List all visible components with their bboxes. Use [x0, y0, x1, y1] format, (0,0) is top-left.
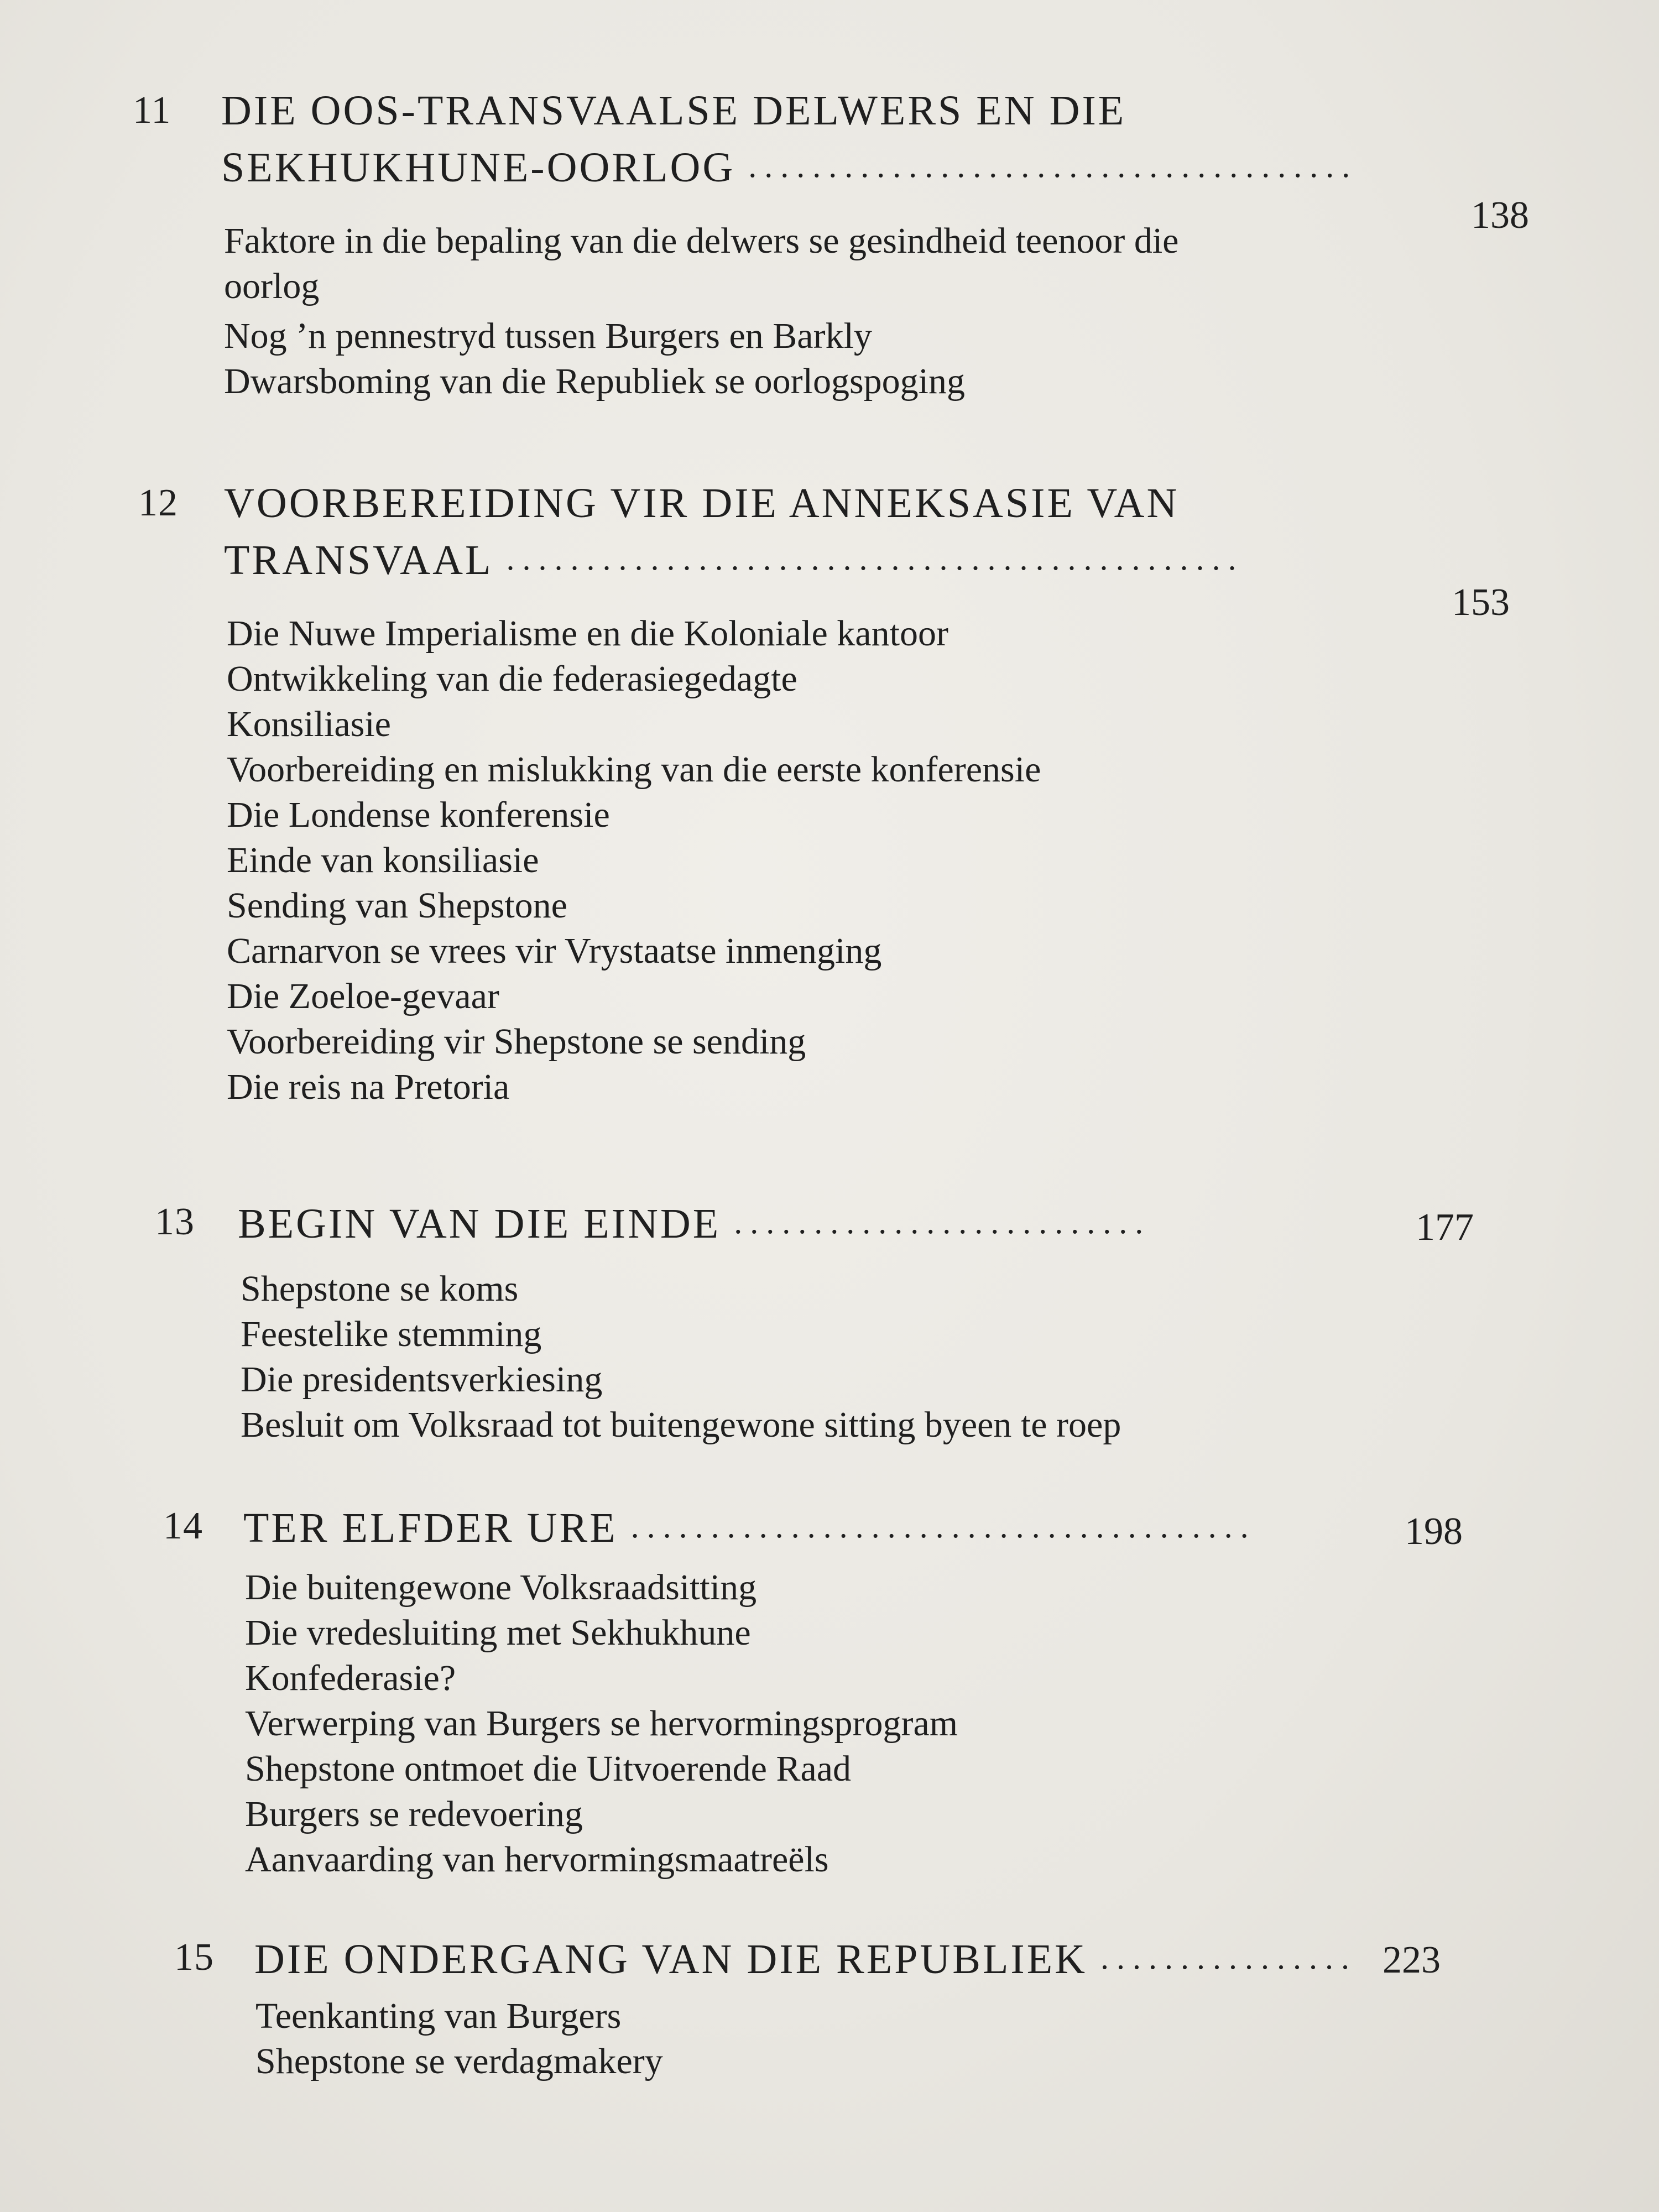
chapter-title-line-with-leader: [224, 531, 1244, 588]
chapter-number: 12: [138, 482, 178, 524]
chapter-title-line: TER ELFDER URE: [243, 1505, 618, 1551]
subsection-item: Voorbereiding en mislukking van die eerste konferensie: [227, 749, 1041, 790]
chapter-title-line: VOORBEREIDING VIR DIE ANNEKSASIE VAN: [224, 480, 1180, 526]
subsection-item: Nog ’n pennestryd tussen Burgers en Barkly: [224, 316, 872, 356]
subsection-list: [224, 218, 1178, 404]
dot-leader: ......................................: [748, 148, 1358, 184]
subsection-item: Konsiliasie: [227, 704, 391, 744]
subsection-item: Die Zoeloe-gevaar: [227, 976, 499, 1016]
chapter-title-line: DIE OOS-TRANSVAALSE DELWERS EN DIE: [221, 87, 1126, 134]
subsection-item: Die vredesluiting met Sekhukhune: [245, 1613, 751, 1653]
chapter-title-line: TRANSVAAL: [224, 537, 493, 583]
dot-leader: ..............................................: [506, 540, 1244, 577]
chapter-page-number: 198: [1405, 1510, 1463, 1553]
dot-leader: ................: [1100, 1939, 1358, 1976]
subsection-item: Shepstone se koms: [241, 1269, 519, 1309]
subsection-item: Faktore in die bepaling van die delwers se gesindheid teenoor die: [224, 221, 1179, 261]
chapter-title: [243, 1499, 1256, 1556]
subsection-item: Dwarsboming van die Republiek se oorlogspoging: [224, 361, 965, 401]
subsection-item: oorlog: [224, 266, 320, 306]
chapter-title: [221, 83, 1358, 195]
subsection-list: [241, 1266, 1121, 1448]
chapter-title: [238, 1194, 1151, 1251]
subsection-item: Teenkanting van Burgers: [255, 1996, 622, 2036]
subsection-item: Die Nuwe Imperialisme en die Koloniale kantoor: [227, 613, 948, 654]
chapter-title-line-with-leader: [221, 138, 1358, 195]
subsection-item: Einde van konsiliasie: [227, 840, 539, 880]
subsection-item: Ontwikkeling van die federasiegedagte: [227, 659, 797, 699]
subsection-item: Die Londense konferensie: [227, 795, 610, 835]
chapter-title-line-with-leader: [238, 1194, 1151, 1251]
subsection-item: Carnarvon se vrees vir Vrystaatse inmenging: [227, 931, 882, 971]
chapter-page-number: 153: [1452, 581, 1510, 624]
chapter-page-number: 223: [1383, 1939, 1441, 1981]
chapter-title-line-with-leader: [254, 1930, 1357, 1987]
subsection-item: Burgers se redevoering: [245, 1794, 583, 1834]
subsection-item: Sending van Shepstone: [227, 885, 567, 926]
subsection-item: Besluit om Volksraad tot buitengewone sitting byeen te roep: [241, 1405, 1121, 1445]
subsection-list: [227, 611, 1041, 1110]
subsection-list: [245, 1565, 958, 1882]
subsection-item: Die presidentsverkiesing: [241, 1359, 603, 1400]
chapter-title: [224, 476, 1244, 588]
subsection-list: [255, 1994, 663, 2084]
subsection-item: Verwerping van Burgers se hervormingsprogram: [245, 1703, 958, 1744]
subsection-item: Konfederasie?: [245, 1658, 456, 1698]
chapter-number: 13: [155, 1201, 195, 1243]
subsection-item: Shepstone se verdagmakery: [255, 2041, 663, 2081]
subsection-item: Die buitengewone Volksraadsitting: [245, 1567, 757, 1608]
subsection-item: Shepstone ontmoet die Uitvoerende Raad: [245, 1749, 852, 1789]
chapter-number: 14: [163, 1505, 203, 1547]
dot-leader: ..........................: [734, 1204, 1151, 1240]
chapter-title-line: DIE ONDERGANG VAN DIE REPUBLIEK: [254, 1936, 1088, 1983]
subsection-item: Voorbereiding vir Shepstone se sending: [227, 1021, 806, 1062]
chapter-title-line: SEKHUKHUNE-OORLOG: [221, 144, 735, 191]
subsection-item: Aanvaarding van hervormingsmaatreëls: [245, 1839, 829, 1880]
chapter-number: 11: [133, 89, 171, 132]
chapter-title-line: BEGIN VAN DIE EINDE: [238, 1201, 721, 1247]
subsection-item: Die reis na Pretoria: [227, 1067, 510, 1107]
chapter-title-line-with-leader: [243, 1499, 1256, 1556]
chapter-number: 15: [174, 1936, 214, 1979]
facing-page-show-through: [1134, 100, 1631, 2090]
chapter-page-number: 177: [1416, 1206, 1474, 1249]
subsection-item: Feestelike stemming: [241, 1314, 542, 1354]
chapter-title: [254, 1930, 1357, 1987]
chapter-page-number: 138: [1471, 194, 1529, 237]
dot-leader: .......................................: [630, 1508, 1256, 1545]
